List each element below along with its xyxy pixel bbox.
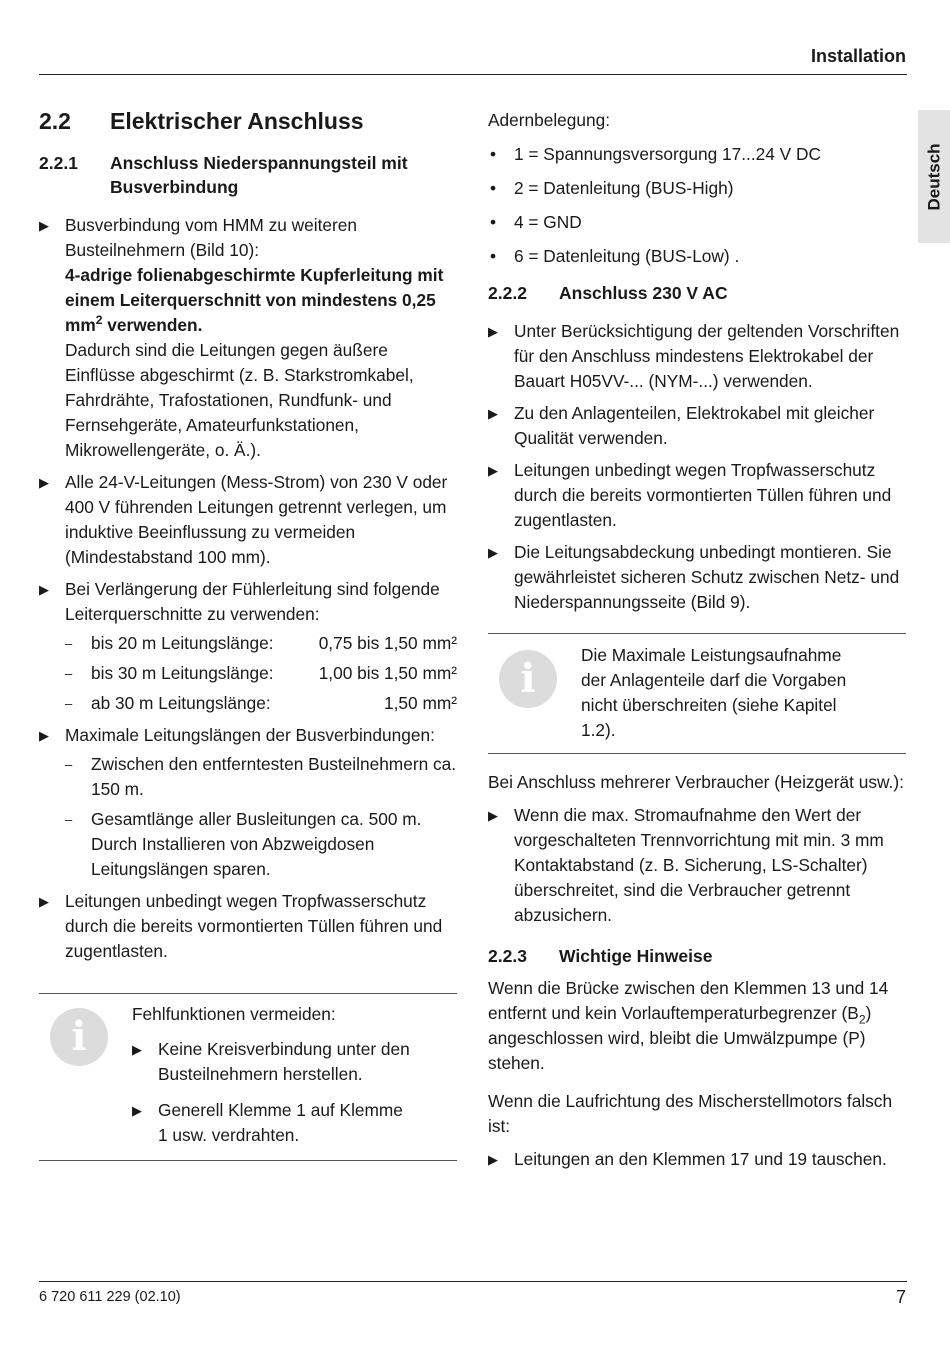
item-text: Zu den Anlagenteilen, Elektrokabel mit gleicher Qualität verwenden. xyxy=(514,403,875,448)
item-text: Leitungen unbedingt wegen Tropfwasserschutz durch die bereits vormontierten Tüllen führen und zugentlasten. xyxy=(514,460,892,530)
item-text: Keine Kreisverbindung unter den Busteilnehmern herstellen. xyxy=(158,1039,410,1084)
dash-bullet-icon: – xyxy=(65,666,73,681)
item-text: Leitungen unbedingt wegen Tropfwasserschutz durch die bereits vormontierten Tüllen führen und zugentlasten. xyxy=(65,891,443,961)
dash-bullet-icon: – xyxy=(65,812,73,827)
item-text: Gesamtlänge aller Busleitungen ca. 500 m. xyxy=(91,809,422,829)
subsection-number: 2.2.3 xyxy=(488,946,527,966)
arrow-bullet-icon: ▶ xyxy=(39,582,49,597)
bold-text-end: verwenden. xyxy=(102,315,203,335)
adern-item xyxy=(488,142,906,167)
item-text: Busverbindung vom HMM zu weiteren Busteilnehmern (Bild 10): xyxy=(65,215,357,260)
note-title: Fehlfunktionen vermeiden: xyxy=(132,1004,336,1024)
footer-rule xyxy=(39,1281,907,1282)
length-row xyxy=(65,661,457,686)
paragraph: Bei Anschluss mehrerer Verbraucher (Heizgerät usw.): xyxy=(488,772,904,792)
length-value: 1,50 mm² xyxy=(384,693,457,713)
list-item xyxy=(488,458,906,533)
language-tab xyxy=(918,110,950,243)
subsection-title: Anschluss 230 V AC xyxy=(559,283,728,303)
adern-item xyxy=(488,210,906,235)
item-text: Dadurch sind die Leitungen gegen äußere Einflüsse abgeschirmt (z. B. Starkstromkabel, Fahrdrähte, Trafostationen, Rundfunk- und Fernsehgeräte, Amateurfunkstationen, Mikrowellengeräte, o. Ä.). xyxy=(65,340,414,460)
text-part: Wenn die Brücke zwischen den Klemmen 13 und 14 entfernt und kein Vorlauftemperaturbegrenzer (B xyxy=(488,978,889,1023)
arrow-bullet-icon: ▶ xyxy=(132,1103,142,1118)
dash-bullet-icon: – xyxy=(65,636,73,651)
adern-item xyxy=(488,176,906,201)
note-text: Die Maximale Leistungsaufnahme der Anlagenteile darf die Vorgaben nicht überschreiten (siehe Kapitel 1.2). xyxy=(581,645,847,740)
item-text: 2 = Datenleitung (BUS-High) xyxy=(514,178,734,198)
adern-title: Adernbelegung: xyxy=(488,110,611,130)
subsection-heading xyxy=(488,281,906,305)
length-row xyxy=(65,691,457,716)
bus-length-item xyxy=(65,807,457,882)
item-text: Generell Klemme 1 auf Klemme 1 usw. verdrahten. xyxy=(158,1100,403,1145)
list-item xyxy=(39,470,457,570)
item-text: 6 = Datenleitung (BUS-Low) . xyxy=(514,246,740,266)
language-tab-label: Deutsch xyxy=(924,142,944,211)
length-row xyxy=(65,631,457,656)
arrow-bullet-icon: ▶ xyxy=(488,808,498,823)
length-value: 0,75 bis 1,50 mm² xyxy=(318,633,457,653)
item-bold-text xyxy=(65,263,457,338)
subsection-heading xyxy=(39,151,457,199)
item-text: 1 = Spannungsversorgung 17...24 V DC xyxy=(514,144,821,164)
header-title: Installation xyxy=(810,46,906,66)
arrow-bullet-icon: ▶ xyxy=(39,475,49,490)
dot-bullet-icon: • xyxy=(490,212,497,232)
subsection-number: 2.2.2 xyxy=(488,283,527,303)
arrow-bullet-icon: ▶ xyxy=(132,1042,142,1057)
list-item xyxy=(488,540,906,615)
arrow-bullet-icon: ▶ xyxy=(488,406,498,421)
left-column xyxy=(39,105,457,1161)
bus-length-item xyxy=(65,752,457,802)
subsection-heading xyxy=(488,944,906,968)
info-note xyxy=(39,993,457,1161)
doc-number: 6 720 611 229 (02.10) xyxy=(39,1289,181,1305)
item-text: Die Leitungsabdeckung unbedingt montieren. Sie gewährleistet sicheren Schutz zwischen Netz- und Niederspannungsseite (Bild 9). xyxy=(514,542,900,612)
list-item xyxy=(488,1147,906,1172)
note-item xyxy=(132,1098,457,1148)
item-text: Durch Installieren von Abzweigdosen Leitungslängen sparen. xyxy=(91,834,375,879)
list-item xyxy=(39,213,457,463)
list-item xyxy=(488,803,906,928)
length-value: 1,00 bis 1,50 mm² xyxy=(318,663,457,683)
dot-bullet-icon: • xyxy=(490,144,497,164)
subsection-number: 2.2.1 xyxy=(39,153,78,173)
item-text: Alle 24-V-Leitungen (Mess-Strom) von 230 V oder 400 V führenden Leitungen getrennt verlegen, um induktive Beeinflussung zu vermeiden (Mindestabstand 100 mm). xyxy=(65,472,448,567)
adern-item xyxy=(488,244,906,269)
subscript: 2 xyxy=(858,1012,866,1027)
length-label: bis 30 m Leitungslänge: xyxy=(91,663,274,683)
text-part: ) angeschlossen wird, bleibt die Umwälzpumpe (P) stehen. xyxy=(488,1003,872,1073)
subsection-title: Anschluss Niederspannungsteil mit Busverbindung xyxy=(110,153,408,197)
length-label: bis 20 m Leitungslänge: xyxy=(91,633,274,653)
page-number: 7 xyxy=(895,1287,906,1307)
dash-bullet-icon: – xyxy=(65,757,73,772)
dot-bullet-icon: • xyxy=(490,246,497,266)
info-icon: i xyxy=(499,650,557,708)
section-heading xyxy=(39,105,457,137)
bold-text-part: 4-adrige folienabgeschirmte Kupferleitung mit einem Leiterquerschnitt von mindestens 0,25 mm xyxy=(65,265,444,335)
arrow-bullet-icon: ▶ xyxy=(488,545,498,560)
list-item xyxy=(39,723,457,882)
list-item xyxy=(39,889,457,964)
dot-bullet-icon: • xyxy=(490,178,497,198)
section-title: Elektrischer Anschluss xyxy=(110,108,364,134)
length-label: ab 30 m Leitungslänge: xyxy=(91,693,271,713)
info-note xyxy=(488,633,906,754)
item-text: Zwischen den entferntesten Busteilnehmern ca. 150 m. xyxy=(91,754,457,799)
right-column xyxy=(488,108,906,1179)
arrow-bullet-icon: ▶ xyxy=(488,324,498,339)
dash-bullet-icon: – xyxy=(65,696,73,711)
item-text: Bei Verlängerung der Fühlerleitung sind folgende Leiterquerschnitte zu verwenden: xyxy=(65,579,440,624)
list-item xyxy=(488,319,906,394)
subsection-title: Wichtige Hinweise xyxy=(559,946,713,966)
note-item xyxy=(132,1037,457,1087)
item-text: Unter Berücksichtigung der geltenden Vorschriften für den Anschluss mindestens Elektrokabel der Bauart H05VV-... (NYM-...) verwenden. xyxy=(514,321,900,391)
info-icon: i xyxy=(50,1008,108,1066)
item-text: 4 = GND xyxy=(514,212,582,232)
paragraph: Wenn die Laufrichtung des Mischerstellmotors falsch ist: xyxy=(488,1091,893,1136)
header-rule xyxy=(39,74,907,75)
arrow-bullet-icon: ▶ xyxy=(39,894,49,909)
arrow-bullet-icon: ▶ xyxy=(488,1152,498,1167)
arrow-bullet-icon: ▶ xyxy=(488,463,498,478)
section-number: 2.2 xyxy=(39,108,71,134)
item-text: Leitungen an den Klemmen 17 und 19 tauschen. xyxy=(514,1149,887,1169)
arrow-bullet-icon: ▶ xyxy=(39,218,49,233)
item-text: Wenn die max. Stromaufnahme den Wert der vorgeschalteten Trennvorrichtung mit min. 3 mm Kontaktabstand (z. B. Sicherung, LS-Schalter) überschreitet, sind die Verbraucher getrennt abzusichern. xyxy=(514,805,884,925)
item-text: Maximale Leitungslängen der Busverbindungen: xyxy=(65,725,435,745)
paragraph xyxy=(488,976,906,1076)
list-item xyxy=(488,401,906,451)
arrow-bullet-icon: ▶ xyxy=(39,728,49,743)
list-item xyxy=(39,577,457,716)
superscript: 2 xyxy=(95,313,103,328)
